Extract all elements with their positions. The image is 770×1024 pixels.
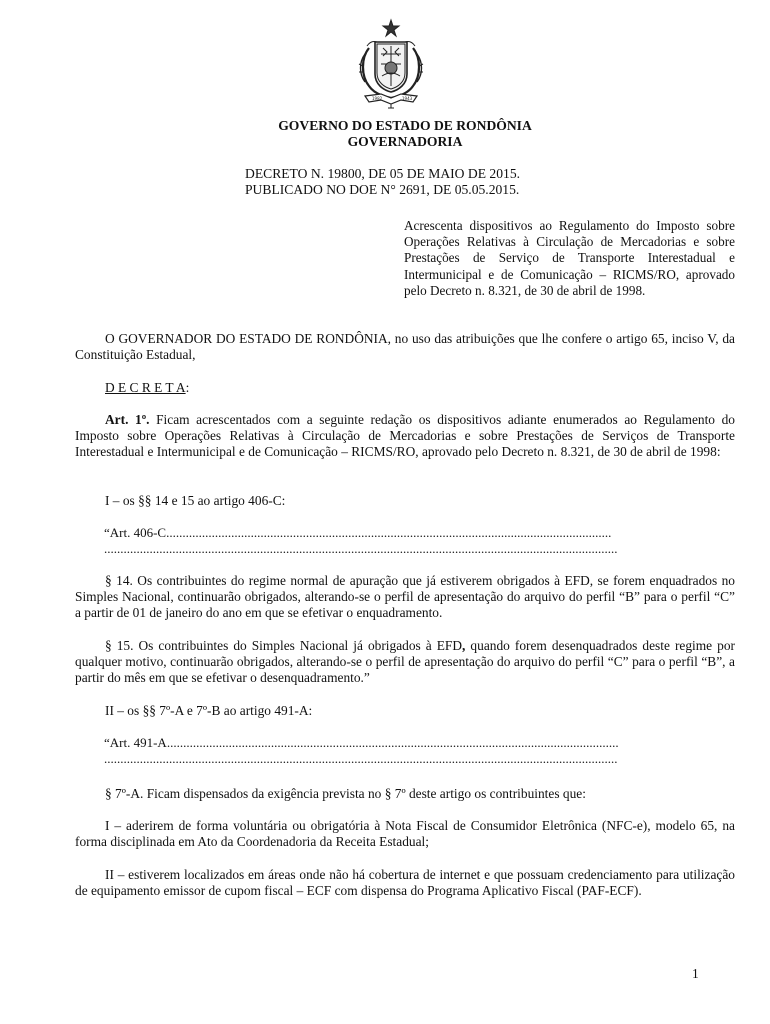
- ementa: Acrescenta dispositivos ao Regulamento do Imposto sobre Operações Relativas à Circulação de Mercadorias e sobre Prestações de Serviço de Transporte Interestadual e Intermunicipal e de Comunicação – RICMS/RO, aprovado pelo Decreto n. 8.321, de 30 de abril de 1998.: [404, 218, 735, 298]
- state-coat-of-arms-icon: [355, 18, 427, 110]
- paragraph-15-start: § 15. Os contribuintes do Simples Nacional já obrigados à EFD: [105, 638, 463, 653]
- article-1-label: Art. 1º.: [105, 412, 150, 427]
- article-491a-line: “Art. 491-A...........................................................................................................................................: [104, 735, 619, 750]
- decreta-colon: :: [185, 380, 190, 395]
- paragraph-7a: § 7º-A. Ficam dispensados da exigência prevista no § 7º deste artigo os contribuintes que:: [105, 786, 586, 801]
- article-491a-ellipsis: ..............................................................................................................................................................: [104, 751, 618, 766]
- item-1: I – os §§ 14 e 15 ao artigo 406-C:: [105, 493, 286, 508]
- crest-year-left: 1982: [372, 96, 383, 101]
- decreta-word: D E C R E T A: [105, 380, 186, 395]
- paragraph-15: [75, 638, 735, 687]
- paragraph-15-comma: ,: [462, 638, 466, 653]
- article-406c-ellipsis: ..............................................................................................................................................................: [104, 541, 618, 556]
- paragraph-14: § 14. Os contribuintes do regime normal de apuração que já estiverem obrigados à EFD, se forem enquadrados no Simples Nacional, continuarão obrigados, alterando-se o perfil de apresentação do arquivo do perfil “B” para o perfil “C” a partir de 01 de janeiro do ano em que se efetivar o enquadramento.: [75, 573, 735, 621]
- preamble: O GOVERNADOR DO ESTADO DE RONDÔNIA, no uso das atribuições que lhe confere o artigo 65, inciso V, da Constituição Estadual,: [75, 331, 735, 363]
- article-1-text: Ficam acrescentados com a seguinte redação os dispositivos adiante enumerados ao Regulamento do Imposto sobre Operações Relativas à Circulação de Mercadorias e sobre Prestações de Serviços de Transporte Interestadual e Intermunicipal e de Comunicação – RICMS/RO, aprovado pelo Decreto n. 8.321, de 30 de abril de 1998:: [75, 412, 735, 460]
- decreta-line: [75, 380, 735, 396]
- article-406c-line: “Art. 406-C.........................................................................................................................................: [104, 525, 612, 540]
- item-2: II – os §§ 7º-A e 7º-B ao artigo 491-A:: [105, 703, 313, 718]
- crest-year-right: 1943: [402, 96, 413, 101]
- office-heading: GOVERNADORIA: [347, 134, 463, 149]
- page-number: 1: [692, 966, 699, 981]
- inciso-2: II – estiverem localizados em áreas onde não há cobertura de internet e que possuam credenciamento para utilização de equipamento emissor de cupom fiscal – ECF com dispensa do Programa Aplicativo Fiscal (PAF-ECF).: [75, 867, 735, 899]
- publication-line: PUBLICADO NO DOE N° 2691, DE 05.05.2015.: [245, 182, 520, 197]
- decree-number: DECRETO N. 19800, DE 05 DE MAIO DE 2015.: [245, 166, 521, 181]
- inciso-1: I – aderirem de forma voluntária ou obrigatória à Nota Fiscal de Consumidor Eletrônica (NFC-e), modelo 65, na forma disciplinada em Ato da Coordenadoria da Receita Estadual;: [75, 818, 735, 850]
- paragraph-15-end: quando forem desenquadrados deste regime por qualquer motivo, continuarão obrigados, alterando-se o perfil de apresentação do arquivo do perfil “C” para o perfil “B”, a partir do mês em que se efetivar o desenquadramento.”: [75, 638, 735, 686]
- article-1: [75, 412, 735, 461]
- government-heading: GOVERNO DO ESTADO DE RONDÔNIA: [278, 118, 532, 133]
